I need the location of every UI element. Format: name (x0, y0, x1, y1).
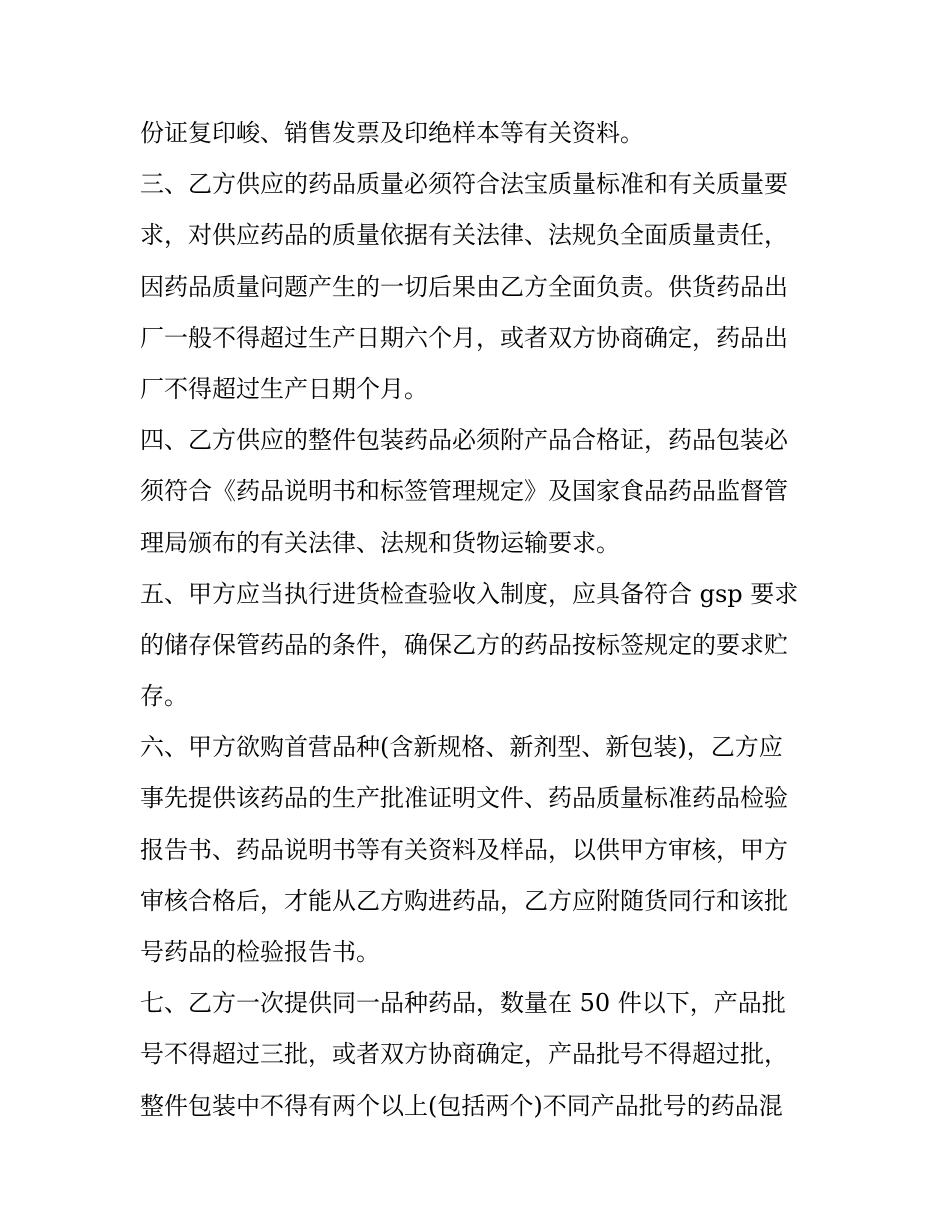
text-line: 七、乙方一次提供同一品种药品，数量在 50 件以下，产品批 (140, 989, 786, 1018)
contract-text (140, 108, 820, 1132)
text-line: 厂不得超过生产日期个月。 (140, 374, 428, 403)
text-line: 因药品质量问题产生的一切后果由乙方全面负责。供货药品出 (140, 272, 788, 301)
text-line: 份证复印峻、销售发票及印绝样本等有关资料。 (140, 119, 644, 147)
text-line: 的储存保管药品的条件，确保乙方的药品按标签规定的要求贮 (140, 630, 788, 659)
text-line: 审核合格后，才能从乙方购进药品，乙方应附随货同行和该批 (140, 886, 788, 915)
text-line: 厂一般不得超过生产日期六个月，或者双方协商确定，药品出 (140, 323, 788, 352)
text-line: 号药品的检验报告书。 (140, 938, 380, 966)
text-line: 六、甲方欲购首营品种(含新规格、新剂型、新包装)，乙方应 (140, 733, 783, 762)
text-line: 理局颁布的有关法律、法规和货物运输要求。 (140, 528, 620, 557)
text-line: 求，对供应药品的质量依据有关法律、法规负全面质量责任， (140, 221, 788, 250)
text-line: 号不得超过三批，或者双方协商确定，产品批号不得超过批， (140, 1040, 788, 1069)
text-line: 报告书、药品说明书等有关资料及样品，以供甲方审核，甲方 (140, 835, 788, 864)
text-line: 须符合《药品说明书和标签管理规定》及国家食品药品监督管 (140, 477, 788, 506)
text-line: 四、乙方供应的整件包装药品必须附产品合格证，药品包装必 (140, 426, 788, 455)
text-line: 五、甲方应当执行进货检查验收入制度，应具备符合 gsp 要求 (140, 579, 799, 608)
text-line: 存。 (140, 682, 188, 711)
text-line: 整件包装中不得有两个以上(包括两个)不同产品批号的药品混 (140, 1091, 783, 1120)
text-line: 事先提供该药品的生产批准证明文件、药品质量标准药品检验 (140, 784, 788, 813)
text-line: 三、乙方供应的药品质量必须符合法宝质量标准和有关质量要 (140, 170, 788, 199)
